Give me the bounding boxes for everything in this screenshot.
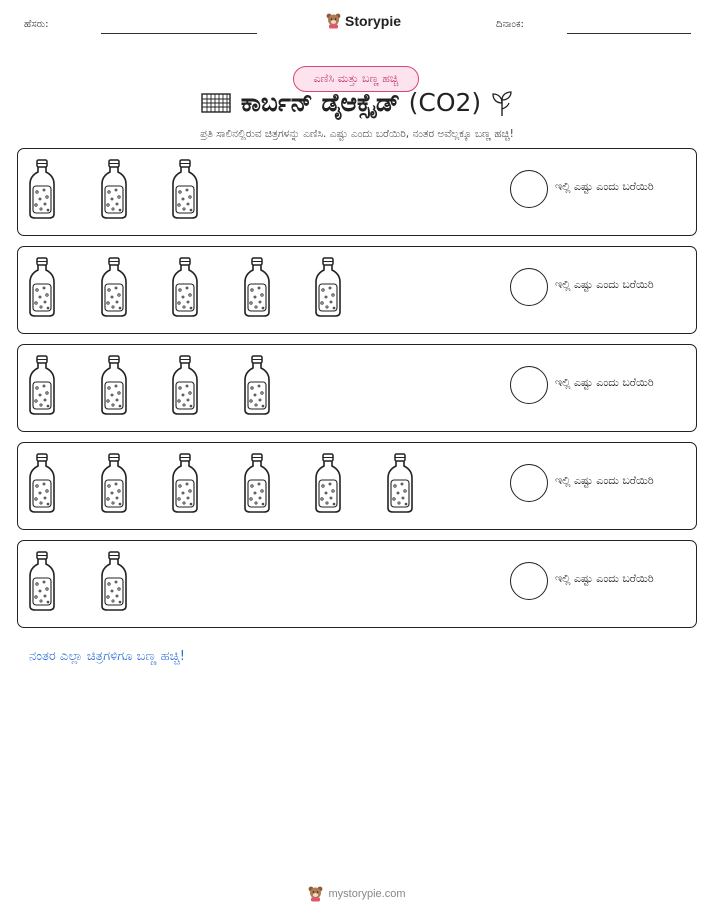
bottle-icon[interactable]	[171, 355, 199, 415]
bottle-icon[interactable]	[171, 453, 199, 513]
title-formula: (CO2)	[408, 88, 482, 117]
site-footer	[0, 886, 714, 902]
site-url: mystorypie.com	[328, 888, 406, 900]
answer-label: ಇಲ್ಲಿ ಎಷ್ಟು ಎಂದು ಬರೆಯಿರಿ	[555, 572, 654, 585]
name-label: ಹೆಸರು:	[24, 19, 49, 30]
bottle-icon[interactable]	[28, 453, 56, 513]
title-text: ಕಾರ್ಬನ್ ಡೈಆಕ್ಸೈಡ್	[240, 88, 400, 117]
answer-circle[interactable]	[510, 464, 548, 502]
answer-circle[interactable]	[510, 170, 548, 208]
answer-label: ಇಲ್ಲಿ ಎಷ್ಟು ಎಂದು ಬರೆಯಿರಿ	[555, 376, 654, 389]
brand-name: Storypie	[345, 13, 402, 29]
count-row	[17, 540, 697, 628]
bottle-icon[interactable]	[314, 257, 342, 317]
name-line[interactable]	[101, 33, 257, 34]
bottle-icon[interactable]	[28, 159, 56, 219]
bottle-icon[interactable]	[100, 159, 128, 219]
bottle-icon[interactable]	[100, 355, 128, 415]
answer-circle[interactable]	[510, 268, 548, 306]
footer-instruction: ನಂತರ ಎಲ್ಲಾ ಚಿತ್ರಗಳಿಗೂ ಬಣ್ಣ ಹಚ್ಚಿ!	[29, 649, 185, 664]
bear-mascot-icon	[308, 886, 323, 902]
date-label: ದಿನಾಂಕ:	[496, 19, 524, 30]
bottle-icon[interactable]	[243, 453, 271, 513]
count-row	[17, 442, 697, 530]
instructions: ಪ್ರತಿ ಸಾಲಿನಲ್ಲಿರುವ ಚಿತ್ರಗಳನ್ನು ಎಣಿಸಿ. ಎಷ್ಟು ಎಂದು ಬರೆಯಿರಿ, ನಂತರ ಅವೆಲ್ಲಕ್ಕೂ ಬಣ್ಣ ಹಚ್ಚಿ!	[200, 128, 514, 140]
answer-label: ಇಲ್ಲಿ ಎಷ್ಟು ಎಂದು ಬರೆಯಿರಿ	[555, 180, 654, 193]
bottle-icon[interactable]	[100, 551, 128, 611]
bottle-icon[interactable]	[171, 159, 199, 219]
count-row	[17, 246, 697, 334]
activity-badge: ಎಣಿಸಿ ಮತ್ತು ಬಣ್ಣ ಹಚ್ಚಿ	[293, 66, 419, 92]
sprout-icon	[491, 89, 513, 117]
bottle-icon[interactable]	[171, 257, 199, 317]
title-row	[0, 88, 714, 118]
bottle-icon[interactable]	[28, 257, 56, 317]
bottle-icon[interactable]	[243, 355, 271, 415]
bottle-icon[interactable]	[28, 551, 56, 611]
brand-logo	[326, 13, 401, 29]
bottle-icon[interactable]	[314, 453, 342, 513]
bottle-icon[interactable]	[100, 453, 128, 513]
bear-mascot-icon	[326, 13, 341, 29]
bottle-icon[interactable]	[28, 355, 56, 415]
abacus-icon	[201, 93, 231, 113]
date-line[interactable]	[567, 33, 691, 34]
bottle-icon[interactable]	[386, 453, 414, 513]
answer-label: ಇಲ್ಲಿ ಎಷ್ಟು ಎಂದು ಬರೆಯಿರಿ	[555, 474, 654, 487]
answer-circle[interactable]	[510, 366, 548, 404]
bottle-icon[interactable]	[243, 257, 271, 317]
page-title	[241, 88, 481, 118]
answer-circle[interactable]	[510, 562, 548, 600]
answer-label: ಇಲ್ಲಿ ಎಷ್ಟು ಎಂದು ಬರೆಯಿರಿ	[555, 278, 654, 291]
bottle-icon[interactable]	[100, 257, 128, 317]
count-row	[17, 344, 697, 432]
count-row	[17, 148, 697, 236]
